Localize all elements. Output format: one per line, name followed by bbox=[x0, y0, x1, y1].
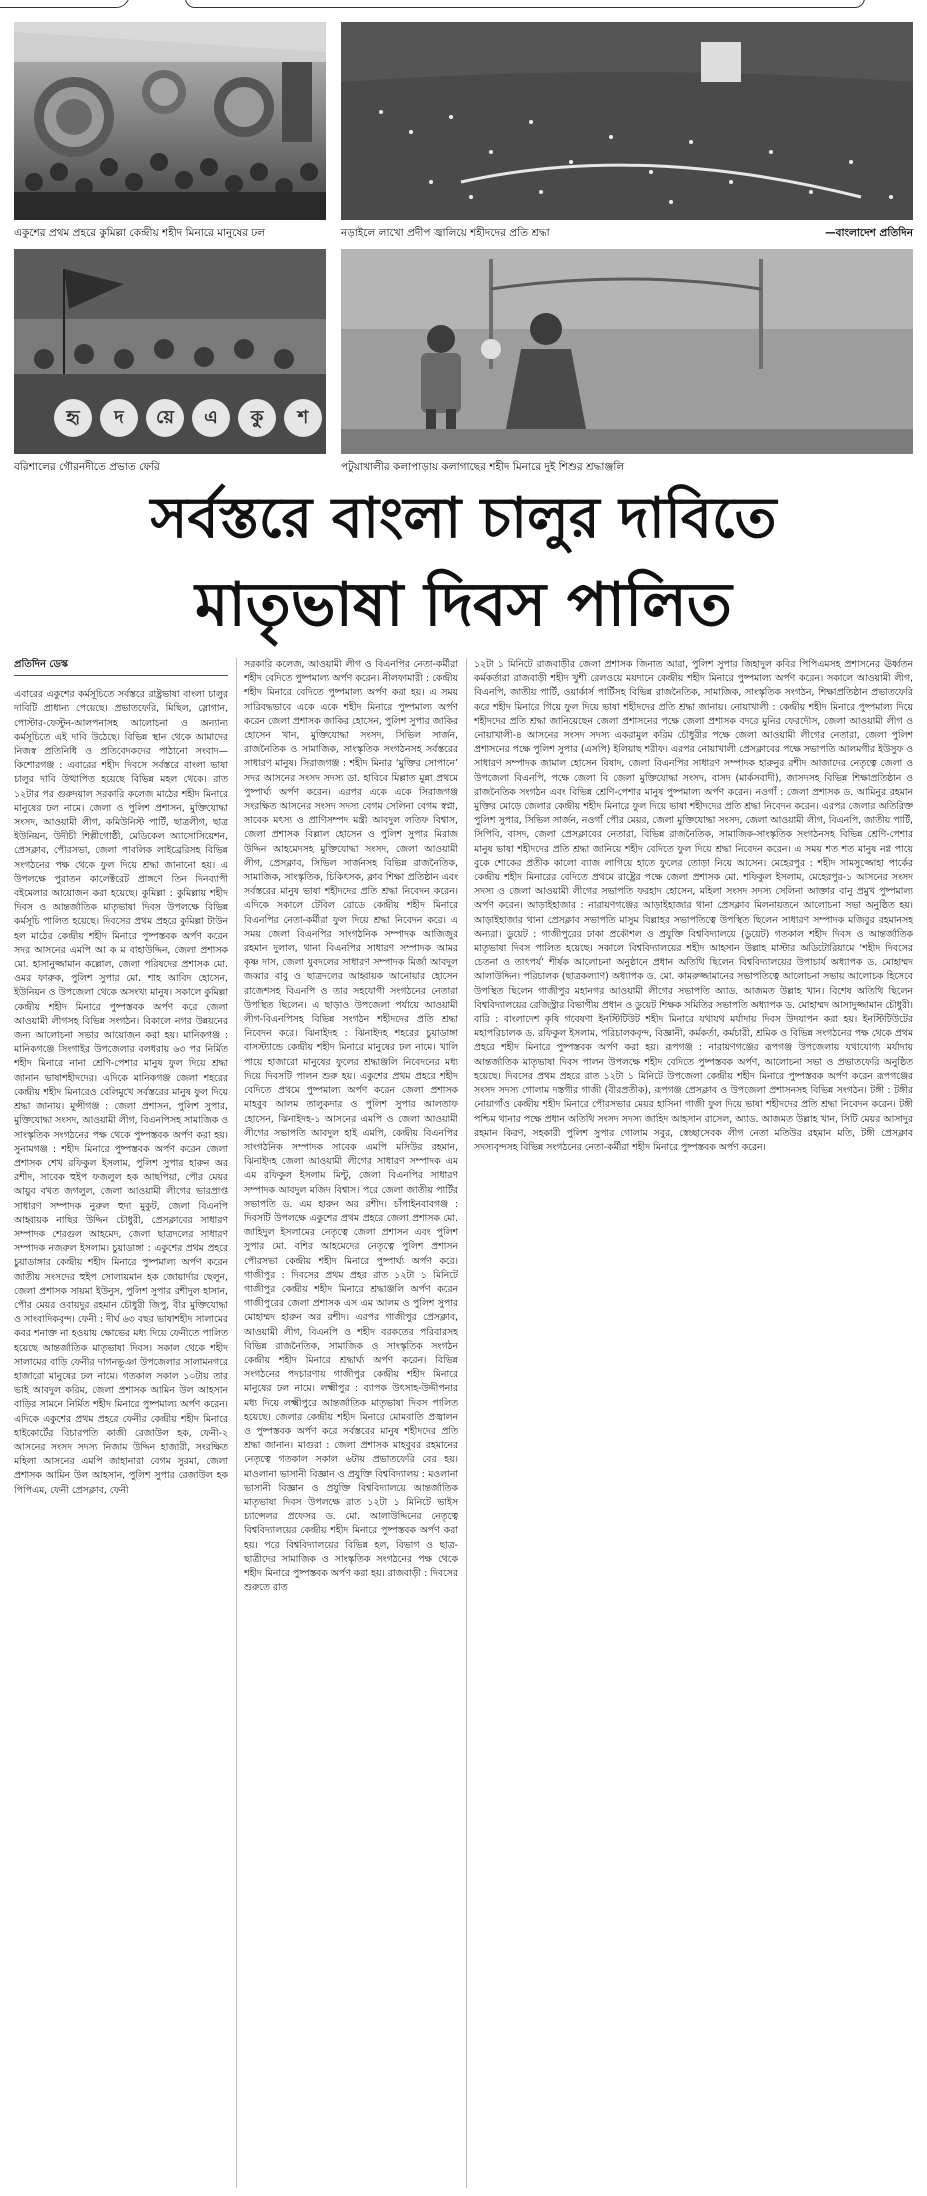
banner-letter: শ bbox=[284, 399, 322, 437]
headline-line-1: সর্বস্তরে বাংলা চালুর দাবিতে bbox=[150, 486, 777, 551]
caption-text: নড়াইলে লাখো প্রদীপ জ্বালিয়ে শহীদদের প্রতি শ্রদ্ধা bbox=[341, 227, 550, 239]
banner-letter: দ bbox=[100, 399, 138, 437]
column-rule bbox=[466, 658, 467, 2188]
photo-comilla-crowd bbox=[14, 22, 326, 220]
banner-letters bbox=[54, 399, 326, 443]
page-top-border bbox=[0, 0, 927, 10]
caption-text: একুশের প্রথম প্রহরে কুমিল্লা কেন্দ্রীয় শহীদ মিনারে মানুষের ঢল bbox=[14, 227, 266, 239]
headline-line-2: মাতৃভাষা দিবস পালিত bbox=[195, 570, 732, 640]
article-text: ১২টা ১ মিনিটে রাজবাড়ীর জেলা প্রশাসক জিনাত আরা, পুলিশ সুপার জিহাদুল কবির পিপিএমসহ প্রশাসনের ঊর্ধ্বতন কর্মকর্তারা রাজবাড়ী শহীদ খুশী রেলওয়ে ময়দানে কেন্দ্রীয় শহীদ মিনারে পুষ্পমাল্য অর্পণ করেন। সকালে আওয়ামী লীগ, বিএনপি, জাতীয় পার্টি, ওয়ার্কার্স পার্টিসহ বিভিন্ন রাজনৈতিক, সামাজিক, সাংস্কৃতিক সংগঠন, শিক্ষাপ্রতিষ্ঠান প্রভাতফেরি করে শহীদ মিনারে গিয়ে ফুল দিয়ে ভাষা শহীদদের প্রতি শ্রদ্ধা জানায়। নোয়াখালী : কেন্দ্রীয় শহীদ মিনারে পুষ্পমাল্য দিয়ে শহীদদের প্রতি শ্রদ্ধা জানিয়েছেন জেলা প্রশাসনের পক্ষে জেলা প্রশাসক বদরে মুনির ফেরদৌস, জেলা আওয়ামী লীগ ও নোয়াখালী-৪ আসনের সংসদ সদস্য একরামুল করিম চৌধুরীর পক্ষে জেলা আওয়ামী লীগের নেতারা, জেলা পুলিশ প্রশাসনের পক্ষে পুলিশ সুপার (এসপি) ইলিয়াছ শরীফ। এরপর নোয়াখালী প্রেসক্লাবের পক্ষে সভাপতি আলমগীর ইউসুফ ও সাধারণ সম্পাদক জামাল হোসেন বিষাদ, জেলা বিএনপির সাধারণ সম্পাদক হারুনুর রশীদ আজাদের নেতৃত্বে জেলা ও উপজেলা বিএনপি, পক্ষে জেলা বি জেলা মুক্তিযোদ্ধা সংসদ, বাসদ (মার্কসবাদী), জাসদসহ বিভিন্ন শিক্ষাপ্রতিষ্ঠান ও রাজনৈতিক সংগঠন এবং বিভিন্ন শ্রেণি-পেশার মানুষ পুষ্পমাল্য অর্পণ করেন। নওগাঁ : জেলা প্রশাসক ড. আমিনুর রহমান মুক্তির মোড়ে জেলার কেন্দ্রীয় শহীদ মিনারে ফুল দিয়ে ভাষা শহীদদের প্রতি শ্রদ্ধা নিবেদন করেন। এরপর জেলার অতিরিক্ত পুলিশ সুপার, সিভিল সার্জন, নওগাঁ পৌর মেয়র, জেলা মুক্তিযোদ্ধা সংসদ, জেলা আওয়ামী লীগ, বিএনপি, জাতীয় পার্টি, সিপিবি, বাসদ, জেলা প্রেসক্লাবের নেতারা, বিভিন্ন রাজনৈতিক, সামাজিক-সাংস্কৃতিক সংগঠনসহ বিভিন্ন শ্রেণি-পেশার মানুষ ভাষা শহীদদের প্রতি শ্রদ্ধা জানিয়ে শহীদ বেদিতে ফুল দিয়ে শ্রদ্ধা নিবেদন করেন। এ সময় শত শত মানুষ নগ্ন পায়ে বুকে শোকের প্রতীক কালো ব্যাজ লাগিয়ে হাতে ফুলের তোড়া নিয়ে আসেন। মেহেরপুর : শহীদ সামসুজ্জোহা পার্কের কেন্দ্রীয় শহীদ মিনারের বেদিতে প্রথমে রাষ্ট্রের পক্ষে জেলা প্রশাসক মো. শফিকুল ইসলাম, মেহেরপুর-১ আসনের সংসদ সদস্য ও জেলা আওয়ামী লীগের সভাপতি ফরহাদ হোসেন, মহিলা সংসদ সদস্য সেলিনা আক্তার বানু প্রমুখ পুষ্পমাল্য অর্পণ করেন। আড়াইহাজার : নারায়ণগঞ্জের আড়াইহাজার থানা প্রেসক্লাব মিলনায়তনে আলোচনা সভা অনুষ্ঠিত হয়। আড়াইহাজার থানা প্রেসক্লাব সভাপতি মাসুম বিল্লাহর সভাপতিত্বে উপস্থিত ছিলেন সাধারণ সম্পাদক মজিবুর রহমানসহ অন্যরা। ডুয়েট : গাজীপুরের ঢাকা প্রকৌশল ও প্রযুক্তি বিশ্ববিদ্যালয়ে (ডুয়েট) গতকাল শহীদ দিবস ও আন্তর্জাতিক মাতৃভাষা দিবস পালিত হয়েছে। সকালে বিশ্ববিদ্যালয়ের শহীদ আহসান উল্লাহ মাস্টার অডিটোরিয়ামে ‘শহীদ দিবসের চেতনা ও তাৎপর্য’ শীর্ষক আলোচনা অনুষ্ঠানে প্রধান অতিথি ছিলেন বিশ্ববিদ্যালয়ের উপাচার্য অধ্যাপক ড. মোহাম্মদ আলাউদ্দিন। পরিচালক (ছাত্রকল্যাণ) অধ্যাপক ড. মো. কামরুজ্জামানের সভাপতিত্বে আলোচনা সভায় আলোচক হিসেবে উপস্থিত ছিলেন গাজীপুর মহানগর আওয়ামী লীগের সভাপতি অ্যাড. আজমত উল্লাহ খান। বিশেষ অতিথি ছিলেন বিশ্ববিদ্যালয়ের রেজিস্ট্রার বিভাগীয় প্রধান ও ডুয়েট শিক্ষক সমিতির সভাপতি অধ্যাপক ড. মোহাম্মদ আসাদুজ্জামান চৌধুরী। বারি : বাংলাদেশ কৃষি গবেষণা ইনস্টিটিউট শহীদ মিনারে যথাযথ মর্যাদায় দিবস উদযাপন করা হয়। ইনস্টিটিউটের মহাপরিচালক ড. রফিকুল ইসলাম, পরিচালকবৃন্দ, বিজ্ঞানী, কর্মকর্তা, কর্মচারী, শ্রমিক ও বিভিন্ন সংগঠনের পক্ষ থেকে প্রথম প্রহরে শহীদ মিনারে পুষ্পস্তবক অর্পণ করা হয়। রূপগঞ্জ : নারায়ণগঞ্জের রূপগঞ্জ উপজেলায় যথাযোগ্য মর্যাদায় আন্তর্জাতিক মাতৃভাষা দিবস পালন উপলক্ষে শহীদ বেদিতে পুষ্পস্তবক অর্পণ, আলোচনা সভা ও প্রভাতফেরি অনুষ্ঠিত হয়েছে। দিবসের প্রথম প্রহরে রাত ১২টা ১ মিনিটে উপজেলা কেন্দ্রীয় শহীদ মিনারে পুষ্পস্তবক অর্পণ করেন রূপগঞ্জের সংসদ সদস্য গোলাম দস্তগীর গাজী (বীরপ্রতীক), রূপগঞ্জ প্রেসক্লাব ও উপজেলা প্রশাসনসহ বিভিন্ন সংগঠন। টঙ্গী : টঙ্গীর নোয়াগাঁও কেন্দ্রীয় শহীদ মিনারে পৌরসভার মেয়র হাসিনা গাজী ফুল দিয়ে ভাষা শহীদদের প্রতি শ্রদ্ধা নিবেদন করেন। টঙ্গী পশ্চিম থানার পক্ষে প্রধান অতিথি সংসদ সদস্য জাহিদ আহসান রাসেল, অ্যাড. আজমত উল্লাহ খান, সিটি মেয়র আসাদুর রহমান কিরণ, সহকারী পুলিশ সুপার গোলাম সবুর, স্বেচ্ছাসেবক লীগ নেতা মতিউর রহমান মতি, টঙ্গী প্রেসক্লাব সদস্যবৃন্দসহ বিভিন্ন সংগঠনের নেতা-কর্মীরা শহীদ মিনারে পুষ্পস্তবক অর্পণ করেন। bbox=[474, 659, 913, 1153]
top-border-right bbox=[185, 0, 865, 8]
article-column-3 bbox=[474, 658, 913, 2188]
article-dateline: প্রতিদিন ডেস্ক bbox=[14, 658, 228, 676]
photo-credit: —বাংলাদেশ প্রতিদিন bbox=[825, 227, 913, 239]
photo-caption bbox=[14, 226, 326, 240]
banner-letter: কু bbox=[238, 399, 276, 437]
article-text: সরকারি কলেজ, আওয়ামী লীগ ও বিএনপির নেতা-কর্মীরা শহীদ বেদিতে পুষ্পমাল্য অর্পণ করেন। নীলফামারী : কেন্দ্রীয় শহীদ মিনারে বেদিতে পুষ্পমাল্য অর্পণ করা হয়। এ সময় সারিবদ্ধভাবে একে একে শহীদ মিনারে পুষ্পমাল্য অর্পণ করেন জেলা প্রশাসক জাকির হোসেন, পুলিশ সুপার জাকির হোসেন খান, মুক্তিযোদ্ধা সংসদ, সিভিল সার্জন, রাজনৈতিক ও সামাজিক, সাংস্কৃতিক সংগঠনসহ সর্বস্তরের সাধারণ মানুষ। সিরাজগঞ্জ : শহীদ মিনার ‘মুক্তির সোপানে’ সদর আসনের সংসদ সদস্য ডা. হাবিবে মিল্লাত মুন্না প্রথমে পুষ্পার্ঘ্য অর্পণ করেন। এরপর একে একে সিরাজগঞ্জ সংরক্ষিত আসনের সংসদ সদস্য বেগম সেলিনা বেগম স্বপ্না, সাবেক মৎস্য ও প্রাণিসম্পদ মন্ত্রী আবদুল লতিফ বিশ্বাস, জেলা প্রশাসক বিল্লাল হোসেন ও পুলিশ সুপার মিরাজ উদ্দিন আহমেদসহ মুক্তিযোদ্ধা সংসদ, জেলা আওয়ামী লীগ, প্রেসক্লাব, সিভিল সার্জনসহ বিভিন্ন রাজনৈতিক, সামাজিক, সাংস্কৃতিক, চিকিৎসক, ক্লাব শিক্ষা প্রতিষ্ঠান এবং সর্বস্তরের মানুষ ভাষা শহীদদের প্রতি শ্রদ্ধা নিবেদন করেন। এদিকে সকালে টেবিল রোডে কেন্দ্রীয় শহীদ মিনারে বিএনপির নেতা-কর্মীরা ফুল দিয়ে শ্রদ্ধা নিবেদন করে। এ সময় জেলা বিএনপির সাংগঠনিক সম্পাদক আজিজুর রহমান দুলাল, থানা বিএনপির সাধারণ সম্পাদক আমর কৃষ্ণ দাস, জেলা যুবদলের সাধারণ সম্পাদক মির্জা আবদুল জব্বার বাবু ও ছাত্রদলের আহ্বায়ক আনোয়ার হোসেন রাজেশসহ বিএনপি ও তার সহযোগী সংগঠনের নেতারা উপস্থিত ছিলেন। এ ছাড়াও উপজেলা পর্যায়ে আওয়ামী লীগ-বিএনপিসহ বিভিন্ন সংগঠন শহীদদের প্রতি শ্রদ্ধা নিবেদন করে। ঝিনাইদহ : ঝিনাইদহ শহরের চুয়াডাঙ্গা বাসস্ট্যান্ডে কেন্দ্রীয় শহীদ মিনারে মানুষের ঢল নামে। খালি পায়ে হাজারো মানুষের ফুলের শ্রদ্ধাঞ্জলি নিবেদনের মধ্য দিয়ে দিবসটি পালন শুরু হয়। একুশের প্রথম প্রহরে শহীদ বেদিতে প্রথমে পুষ্পমাল্য অর্পণ করেন জেলা প্রশাসক মাহবুব আলম তালুকদার ও পুলিশ সুপার আলতাফ হোসেন, ঝিনাইদহ-১ আসনের এমপি ও জেলা আওয়ামী লীগের সভাপতি আবদুল হাই এমপি, কেন্দ্রীয় বিএনপির সাংগঠনিক সম্পাদক সাবেক এমপি মসিউর রহমান, ঝিনাইদহ জেলা আওয়ামী লীগের সাধারণ সম্পাদক এম এম রফিকুল ইসলাম মিন্টু, জেলা বিএনপির সাধারণ সম্পাদক আবদুল মজিদ বিশ্বাস। পরে জেলা জাতীয় পার্টির সভাপতি ড. এম হারুন অর রশীদ। চাঁপাইনবাবগঞ্জ : দিবসটি উপলক্ষে একুশের প্রথম প্রহরে জেলা প্রশাসক মো. জাহিদুল ইসলামের নেতৃত্বে জেলা প্রশাসন এবং পুলিশ সুপার মো. বশির আহমেদের নেতৃত্বে পুলিশ প্রশাসন পৌরসভা কেন্দ্রীয় শহীদ মিনারে পুষ্পার্ঘ্য অর্পণ করে। গাজীপুর : দিবসের প্রথম প্রহর রাত ১২টা ১ মিনিটে গাজীপুর কেন্দ্রীয় শহীদ মিনারে শ্রদ্ধাঞ্জলি অর্পণ করেন গাজীপুরের জেলা প্রশাসক এস এম আলম ও পুলিশ সুপার মোহাম্মদ হারুন অর রশীদ। এরপর গাজীপুর প্রেসক্লাব, আওয়ামী লীগ, বিএনপি ও শহীদ বরকতের পরিবারসহ বিভিন্ন রাজনৈতিক, সামাজিক ও সাংস্কৃতিক সংগঠন কেন্দ্রীয় শহীদ মিনারে শ্রদ্ধার্ঘ্য অর্পণ করেন। বিভিন্ন সংগঠনের পদচারণায় গাজীপুর কেন্দ্রীয় শহীদ মিনারে মানুষের ঢল নামে। লক্ষ্মীপুর : ব্যাপক উৎসাহ-উদ্দীপনার মধ্য দিয়ে লক্ষ্মীপুরে আন্তর্জাতিক মাতৃভাষা দিবস পালিত হয়েছে। জেলার কেন্দ্রীয় শহীদ মিনারে মোমবাতি প্রজ্বালন ও পুষ্পস্তবক অর্পণ করে সর্বস্তরের মানুষ শহীদদের প্রতি শ্রদ্ধা জানান। মাগুরা : জেলা প্রশাসক মাহবুবর রহমানের নেতৃত্বে গতকাল সকাল ৬টায় প্রভাতফেরি বের হয়। মাওলানা ভাসানী বিজ্ঞান ও প্রযুক্তি বিশ্ববিদ্যালয় : মওলানা ভাসানী বিজ্ঞান ও প্রযুক্তি বিশ্ববিদ্যালয়ে আন্তর্জাতিক মাতৃভাষা দিবস উপলক্ষে রাত ১২টা ১ মিনিটে ভাইস চ্যান্সেলর প্রফেসর ড. মো. আলাউদ্দিনের নেতৃত্বে বিশ্ববিদ্যালয়ের কেন্দ্রীয় শহীদ মিনারে পুষ্পস্তবক অর্পণ করা হয়। পরে বিশ্ববিদ্যালয়ের বিভিন্ন হল, বিভাগ ও ছাত্র-ছাত্রীদের সামাজিক ও সাংস্কৃতিক সংগঠনের পক্ষ থেকে শহীদ মিনারে পুষ্পস্তবক অর্পণ করা হয়। রাজবাড়ী : দিবসের শুরুতে রাত bbox=[244, 659, 458, 1594]
photo-kalapara-image bbox=[341, 249, 913, 454]
banner-letter: হৃ bbox=[54, 399, 92, 437]
photo-narail-candles bbox=[341, 22, 913, 220]
photo-comilla-image bbox=[14, 22, 326, 220]
article-column-1 bbox=[14, 658, 228, 2188]
banner-letter: এ bbox=[192, 399, 230, 437]
photo-narail-image bbox=[341, 22, 913, 220]
photo-kalapara-children bbox=[341, 249, 913, 454]
article-text: এবারের একুশের কর্মসূচিতে সর্বস্তরে রাষ্ট্রভাষা বাংলা চালুর দাবিটি প্রাধান্য পেয়েছে। প্রভাতফেরি, মিছিল, স্লোগান, পোস্টার-ফেস্টুন-আলপনাসহ আলোচনা ও অন্যান্য কর্মসূচিতে এই দাবি উঠেছে। বিভিন্ন স্থান থেকে আমাদের নিজস্ব প্রতিনিধি ও প্রতিবেদকদের পাঠানো সংবাদ— কিশোরগঞ্জ : এবারের শহীদ দিবসে সর্বস্তরে বাংলা ভাষা চালুর দাবি উত্থাপিত হয়েছে বিভিন্ন মহল থেকে। রাত ১২টার পর গুরুদয়াল সরকারি কলেজ মাঠের শহীদ মিনারে মানুষের ঢল নামে। জেলা ও পুলিশ প্রশাসন, মুক্তিযোদ্ধা সংসদ, আওয়ামী লীগ, কমিউনিস্ট পার্টি, ছাত্রলীগ, ছাত্র ইউনিয়ন, উদীচী শিল্পীগোষ্ঠী, মেডিকেল অ্যাসোসিয়েশন, প্রেসক্লাব, পৌরসভা, জেলা পাবলিক লাইব্রেরিসহ বিভিন্ন সংগঠনের পক্ষ থেকে ফুল দিয়ে শ্রদ্ধা জানানো হয়। এ উপলক্ষে পুরাতন কালেক্টরেট প্রাঙ্গণে তিন দিনব্যাপী বইমেলার আয়োজন করা হয়েছে। কুমিল্লা : কুমিল্লায় শহীদ দিবস ও আন্তর্জাতিক মাতৃভাষা দিবস উপলক্ষে বিভিন্ন কর্মসূচি পালিত হয়েছে। দিবসের প্রথম প্রহরে কুমিল্লা টাউন হল মাঠের কেন্দ্রীয় শহীদ মিনারে পুষ্পস্তবক অর্পণ করেন সদর আসনের এমপি আ ক ম বাহাউদ্দিন, জেলা প্রশাসক মো. হাসানুজ্জামান কল্লোল, জেলা পরিষদের প্রশাসক মো. ওমর ফারুক, পুলিশ সুপার মো. শাহ আবিদ হোসেন, ইউনিয়ন ও উপজেলা থেকে অসংখ্য মানুষ। সকালে কুমিল্লা কেন্দ্রীয় শহীদ মিনারে পুষ্পস্তবক অর্পণ করে জেলা আওয়ামী লীগসহ বিভিন্ন সংগঠন। বিকালে নগর উন্নয়নের জন্য আলোচনা সভার আয়োজন করা হয়। মানিকগঞ্জ : মানিকগঞ্জে সিংগাইর উপজেলার বলধরায় ৬৩ পর নির্মিত শহীদ মিনারে নানা শ্রেণি-পেশার মানুষ ফুল দিয়ে শ্রদ্ধা জানান ভাষাশহীদদের। এদিকে মানিকগঞ্জ জেলা শহরের কেন্দ্রীয় শহীদ মিনারেও বেলিমুখে সর্বস্তরের মানুষ ফুল দিয়ে শ্রদ্ধা জানায়। মুন্সীগঞ্জ : জেলা প্রশাসন, পুলিশ সুপার, মুক্তিযোদ্ধা সংসদ, আওয়ামী লীগ, বিএনপিসহ সামাজিক ও সাংস্কৃতিক সংগঠনের পক্ষ থেকে পুষ্পস্তবক অর্পণ করা হয়। সুনামগঞ্জ : শহীদ মিনারে পুষ্পস্তবক অর্পণ করেন জেলা প্রশাসক শেখ রফিকুল ইসলাম, পুলিশ সুপার হারুন অর রশীদ, সাবেক হুইপ ফজলুল হক আছপিয়া, পৌর মেয়র আয়ুব বখত জগলুল, জেলা আওয়ামী লীগের ভারপ্রাপ্ত সাধারণ সম্পাদক নুরুল হুদা মুকুট, জেলা বিএনপি আহ্বায়ক নাছির উদ্দিন চৌধুরী, প্রেসক্লাবের সাধারণ সম্পাদক শেরগুল আহমেদ, জেলা ছাত্রদলের সাধারণ সম্পাদক নজরুল ইসলাম। চুয়াডাঙ্গা : একুশের প্রথম প্রহরে চুয়াডাঙ্গার কেন্দ্রীয় শহীদ মিনারে পুষ্পমাল্য অর্পণ করেন জাতীয় সংসদের হুইপ সোলায়মান হক জোয়ার্দার ছেলুন, জেলা প্রশাসক সায়মা ইউনুস, পুলিশ সুপার রশীদুল হাসান, পৌর মেয়র ওবায়দুর রহমান চৌধুরী জিপু, বীর মুক্তিযোদ্ধা ও সাংবাদিকবৃন্দ। ফেনী : দীর্ঘ ৬৩ বছর ভাষাশহীদ সালামের কবর শনাক্ত না হওয়ায় ক্ষোভের মধ্য দিয়ে ফেনীতে পালিত হয়েছে আন্তর্জাতিক মাতৃভাষা দিবস। সকাল থেকে শহীদ সালামের বাড়ি ফেনীর দাগনভূঞা উপজেলার সালামনগরে হাজারো মানুষের ঢল নামে। গতকাল সকাল ১০টায় তার ভাই আবদুল করিম, জেলা প্রশাসক আমিন উল আহসান বাড়ির সামনে নির্মিত শহীদ মিনারে পুষ্পমাল্য অর্পণ করেন। এদিকে একুশের প্রথম প্রহরে ফেনীর কেন্দ্রীয় শহীদ মিনারে হাইকোর্টের বিচারপতি কাজী রেজাউল হক, ফেনী-২ আসনের সংসদ সদস্য নিজাম উদ্দিন হাজারী, সংরক্ষিত মহিলা আসনের এমপি জাহানারা বেগম সুরমা, জেলা প্রশাসক আমিন উল আহসান, পুলিশ সুপার রেজাউল হক পিপিএম, ফেনী প্রেসক্লাব, ফেনী bbox=[14, 689, 228, 1496]
photo-gournadi-procession bbox=[14, 249, 326, 454]
photo-caption bbox=[341, 460, 913, 474]
article-body bbox=[14, 658, 913, 2188]
caption-text: পটুয়াখালীর কলাপাড়ায় কলাগাছের শহীদ মিনারে দুই শিশুর শ্রদ্ধাঞ্জলি bbox=[341, 461, 625, 473]
caption-text: বরিশালের গৌরনদীতে প্রভাত ফেরি bbox=[14, 461, 160, 473]
top-border-left bbox=[0, 0, 130, 8]
column-rule bbox=[236, 658, 237, 2188]
article-column-2 bbox=[244, 658, 458, 2188]
photo-caption bbox=[341, 226, 913, 240]
photo-caption bbox=[14, 460, 326, 474]
banner-letter: য়ে bbox=[146, 399, 184, 437]
